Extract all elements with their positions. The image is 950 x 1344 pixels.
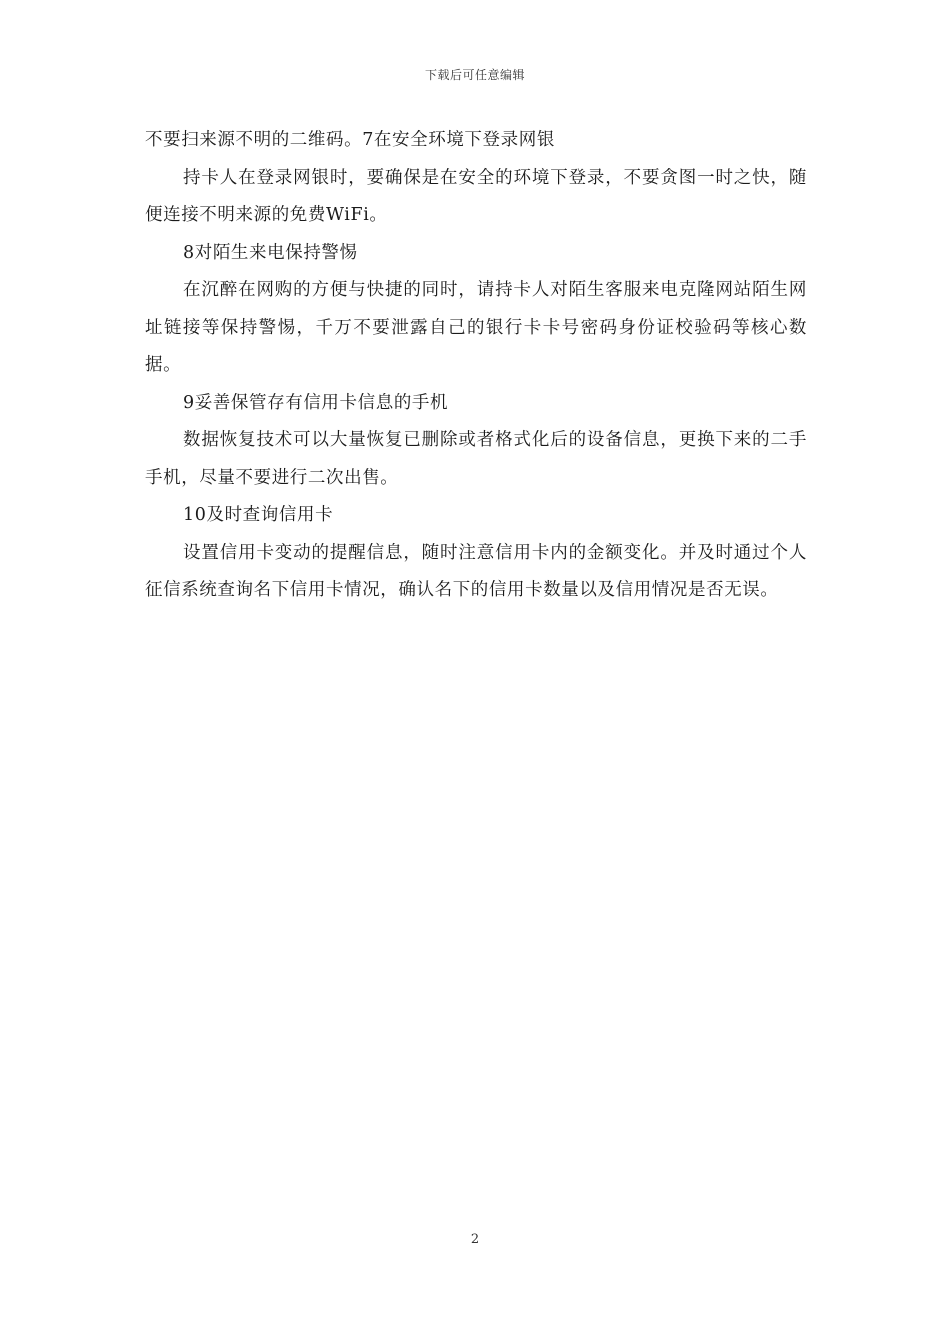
paragraph: 在沉醉在网购的方便与快捷的同时，请持卡人对陌生客服来电克隆网站陌生网址链接等保持警惕，千万不要泄露自己的银行卡卡号密码身份证校验码等核心数据。 — [145, 280, 807, 375]
paragraph: 持卡人在登录网银时，要确保是在安全的环境下登录，不要贪图一时之快，随便连接不明来源的免费WiFi。 — [145, 167, 807, 225]
paragraph: 设置信用卡变动的提醒信息，随时注意信用卡内的金额变化。并及时通过个人征信系统查询名下信用卡情况，确认名下的信用卡数量以及信用情况是否无误。 — [145, 542, 807, 600]
section-heading: 10及时查询信用卡 — [183, 505, 334, 525]
paragraph: 数据恢复技术可以大量恢复已删除或者格式化后的设备信息，更换下来的二手手机，尽量不要进行二次出售。 — [145, 430, 807, 488]
paragraph: 不要扫来源不明的二维码。7在安全环境下登录网银 — [145, 130, 555, 150]
document-body — [145, 122, 807, 610]
page-number: 2 — [470, 1232, 480, 1247]
section-heading: 9妥善保管存有信用卡信息的手机 — [183, 392, 449, 413]
page-header: 下载后可任意编辑 — [424, 68, 525, 82]
section-heading: 8对陌生来电保持警惕 — [183, 242, 358, 263]
